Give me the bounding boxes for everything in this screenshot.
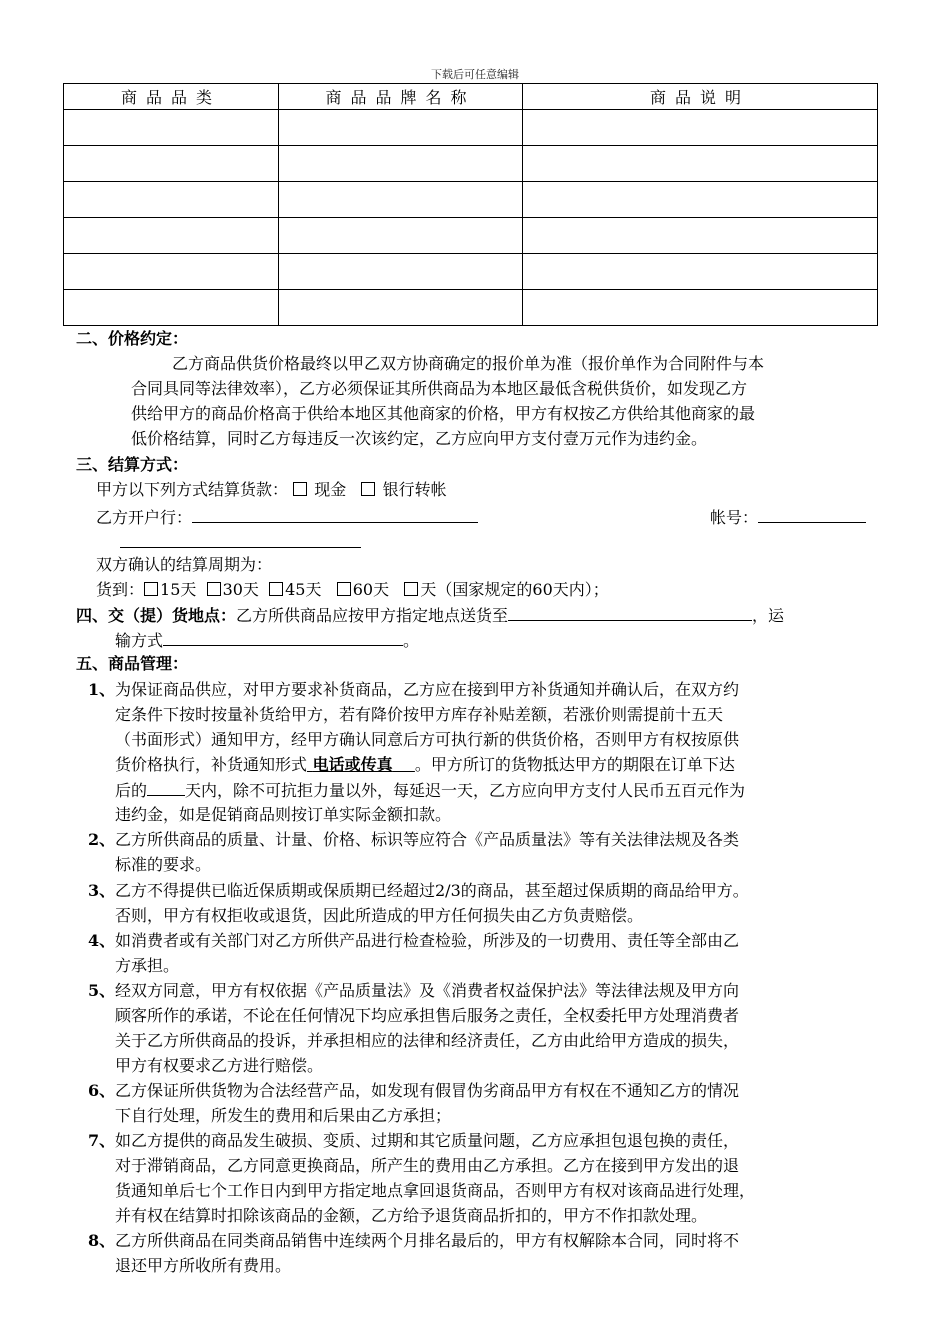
table-cell[interactable] — [64, 290, 279, 326]
item-5-line-3: 关于乙方所供商品的投诉，并承担相应的法律和经济责任，乙方由此给甲方造成的损失， — [115, 1031, 740, 1050]
item-5-line-2: 顾客所作的承诺，不论在任何情况下均应承担售后服务之责任，全权委托甲方处理消费者 — [115, 1006, 740, 1025]
label-30-days: 30天 — [222, 580, 259, 599]
item-4-line-1: 如消费者或有关部门对乙方所供产品进行检查检验，所涉及的一切费用、责任等全部由乙 — [115, 931, 740, 950]
price-text-line-3: 供给甲方的商品价格高于供给本地区其他商家的价格，甲方有权按乙方供给其他商家的最 — [131, 404, 756, 423]
item-6-line-1: 乙方保证所供货物为合法经营产品，如发现有假冒伪劣商品甲方有权在不通知乙方的情况 — [115, 1081, 740, 1100]
price-text-line-2: 合同具同等法律效率），乙方必须保证其所供商品为本地区最低含税供货价，如发现乙方 — [131, 379, 748, 398]
label-other-days: 天（国家规定的60天内）； — [420, 580, 609, 599]
table-cell[interactable] — [64, 146, 279, 182]
item-8-line-2: 退还甲方所收所有费用。 — [115, 1256, 292, 1275]
table-cell[interactable] — [523, 218, 878, 254]
transport-line — [115, 628, 419, 653]
notice-form-label: 货价格执行，补货通知形式 — [115, 755, 308, 774]
bank-blank[interactable] — [192, 505, 478, 523]
item-1-line-3: （书面形式）通知甲方，经甲方确认同意后方可执行新的供货价格，否则甲方有权按原供 — [115, 730, 740, 749]
checkbox-45-days[interactable] — [269, 582, 283, 596]
table-cell[interactable] — [64, 254, 279, 290]
item-1-line-4 — [115, 753, 735, 777]
watermark: 下载后可任意编辑 — [431, 68, 519, 81]
item-5-number: 5、 — [88, 981, 116, 1000]
account-blank-2[interactable] — [120, 530, 361, 548]
table-cell[interactable] — [279, 146, 523, 182]
checkbox-15-days[interactable] — [144, 582, 158, 596]
goods-table — [63, 83, 878, 326]
item-1-line-2: 定条件下按时按量补货给甲方，若有降价按甲方库存补贴差额，若涨价则需提前十五天 — [115, 705, 724, 724]
table-cell[interactable] — [523, 182, 878, 218]
table-row — [64, 110, 878, 146]
table-cell[interactable] — [279, 182, 523, 218]
label-15-days: 15天 — [160, 580, 197, 599]
header-description: 商品说明 — [523, 84, 878, 110]
item-1-line-1: 为保证商品供应，对甲方要求补货商品，乙方应在接到甲方补货通知并确认后，在双方约 — [115, 680, 740, 699]
checkbox-other-days[interactable] — [404, 582, 418, 596]
item-6-line-2: 下自行处理，所发生的费用和后果由乙方承担； — [115, 1106, 452, 1125]
table-row — [64, 182, 878, 218]
table-cell[interactable] — [523, 110, 878, 146]
item-7-number: 7、 — [88, 1131, 116, 1150]
section-2-heading: 二、价格约定： — [76, 329, 189, 348]
transport-label: 输方式 — [115, 631, 164, 650]
item-1-line-5-prefix: 后的 — [115, 781, 148, 800]
account-blank-continued — [120, 530, 361, 555]
header-brand: 商品品牌名称 — [279, 84, 523, 110]
checkbox-cash[interactable] — [293, 482, 307, 496]
label-60-days: 60天 — [352, 580, 390, 599]
label-45-days: 45天 — [285, 580, 322, 599]
table-cell[interactable] — [64, 110, 279, 146]
item-1-line-6: 违约金，如是促销商品则按订单实际金额扣款。 — [115, 805, 452, 824]
notice-form-text: 电话或传真 — [312, 755, 393, 774]
section-4-line — [76, 603, 784, 628]
delivery-place-blank[interactable] — [508, 603, 752, 621]
notice-form-value — [307, 755, 415, 774]
table-cell[interactable] — [279, 110, 523, 146]
account-line — [710, 505, 866, 530]
section-4-heading: 四、交（提）货地点： — [76, 606, 237, 625]
table-cell[interactable] — [64, 218, 279, 254]
delivery-place-tail: ，运 — [752, 606, 785, 625]
item-3-line-1: 乙方不得提供已临近保质期或保质期已经超过2/3的商品，甚至超过保质期的商品给甲方。 — [115, 881, 749, 900]
payment-method-line — [96, 478, 447, 502]
item-7-line-3: 货通知单后七个工作日内到甲方指定地点拿回退货商品，否则甲方有权对该商品进行处理， — [115, 1181, 756, 1200]
item-1-line-5 — [115, 778, 745, 803]
item-7-line-1: 如乙方提供的商品发生破损、变质、过期和其它质量问题，乙方应承担包退包换的责任， — [115, 1131, 740, 1150]
table-row — [64, 254, 878, 290]
item-5-line-1: 经双方同意，甲方有权依据《产品质量法》及《消费者权益保护法》等法律法规及甲方向 — [115, 981, 740, 1000]
table-cell[interactable] — [279, 290, 523, 326]
checkbox-30-days[interactable] — [207, 582, 221, 596]
item-8-line-1: 乙方所供商品在同类商品销售中连续两个月排名最后的，甲方有权解除本合同，同时将不 — [115, 1231, 740, 1250]
account-label: 帐号： — [710, 508, 759, 527]
item-1-line-4-tail: 。甲方所订的货物抵达甲方的期限在订单下达 — [414, 755, 735, 774]
table-cell[interactable] — [279, 254, 523, 290]
price-text-line-4: 低价格结算，同时乙方每违反一次该约定，乙方应向甲方支付壹万元作为违约金。 — [131, 429, 708, 448]
item-6-number: 6、 — [88, 1081, 116, 1100]
table-cell[interactable] — [523, 254, 878, 290]
price-text-line-1: 乙方商品供货价格最终以甲乙双方协商确定的报价单为准（报价单作为合同附件与本 — [172, 354, 765, 373]
payment-method-label: 甲方以下列方式结算货款： — [96, 480, 289, 499]
delivery-period-line — [96, 578, 609, 602]
checkbox-60-days[interactable] — [337, 582, 351, 596]
item-7-line-2: 对于滞销商品，乙方同意更换商品，所产生的费用由乙方承担。乙方在接到甲方发出的退 — [115, 1156, 740, 1175]
item-1-number: 1、 — [88, 680, 116, 699]
table-cell[interactable] — [64, 182, 279, 218]
account-blank[interactable] — [758, 505, 866, 523]
item-8-number: 8、 — [88, 1231, 116, 1250]
header-category: 商品品类 — [64, 84, 279, 110]
section-5-heading: 五、商品管理： — [76, 654, 189, 673]
item-5-line-4: 甲方有权要求乙方进行赔偿。 — [115, 1056, 324, 1075]
delivery-label: 货到： — [96, 580, 145, 599]
table-row — [64, 218, 878, 254]
table-row — [64, 146, 878, 182]
item-4-line-2: 方承担。 — [115, 956, 180, 975]
cash-label: 现金 — [314, 480, 347, 499]
delivery-place-text: 乙方所供商品应按甲方指定地点送货至 — [236, 606, 509, 625]
bank-line — [96, 505, 478, 530]
transport-end: 。 — [403, 631, 420, 650]
item-2-line-1: 乙方所供商品的质量、计量、价格、标识等应符合《产品质量法》等有关法律法规及各类 — [115, 830, 740, 849]
section-3-heading: 三、结算方式： — [76, 455, 189, 474]
table-cell[interactable] — [279, 218, 523, 254]
bank-transfer-label: 银行转帐 — [382, 480, 447, 499]
table-cell[interactable] — [523, 146, 878, 182]
days-blank[interactable] — [147, 778, 185, 796]
item-4-number: 4、 — [88, 931, 116, 950]
item-3-number: 3、 — [88, 881, 116, 900]
item-1-line-5-tail: 天内，除不可抗拒力量以外，每延迟一天，乙方应向甲方支付人民币五百元作为 — [185, 781, 746, 800]
table-header-row — [64, 84, 878, 110]
item-2-line-2: 标准的要求。 — [115, 855, 212, 874]
item-2-number: 2、 — [88, 830, 116, 849]
table-cell[interactable] — [523, 290, 878, 326]
bank-label: 乙方开户行： — [96, 508, 193, 527]
item-7-line-4: 并有权在结算时扣除该商品的金额，乙方给予退货商品折扣的，甲方不作扣款处理。 — [115, 1206, 708, 1225]
table-row — [64, 290, 878, 326]
transport-blank[interactable] — [163, 628, 403, 646]
checkbox-bank-transfer[interactable] — [361, 482, 375, 496]
period-label: 双方确认的结算周期为： — [96, 555, 273, 574]
item-3-line-2: 否则，甲方有权拒收或退货，因此所造成的甲方任何损失由乙方负责赔偿。 — [115, 906, 644, 925]
